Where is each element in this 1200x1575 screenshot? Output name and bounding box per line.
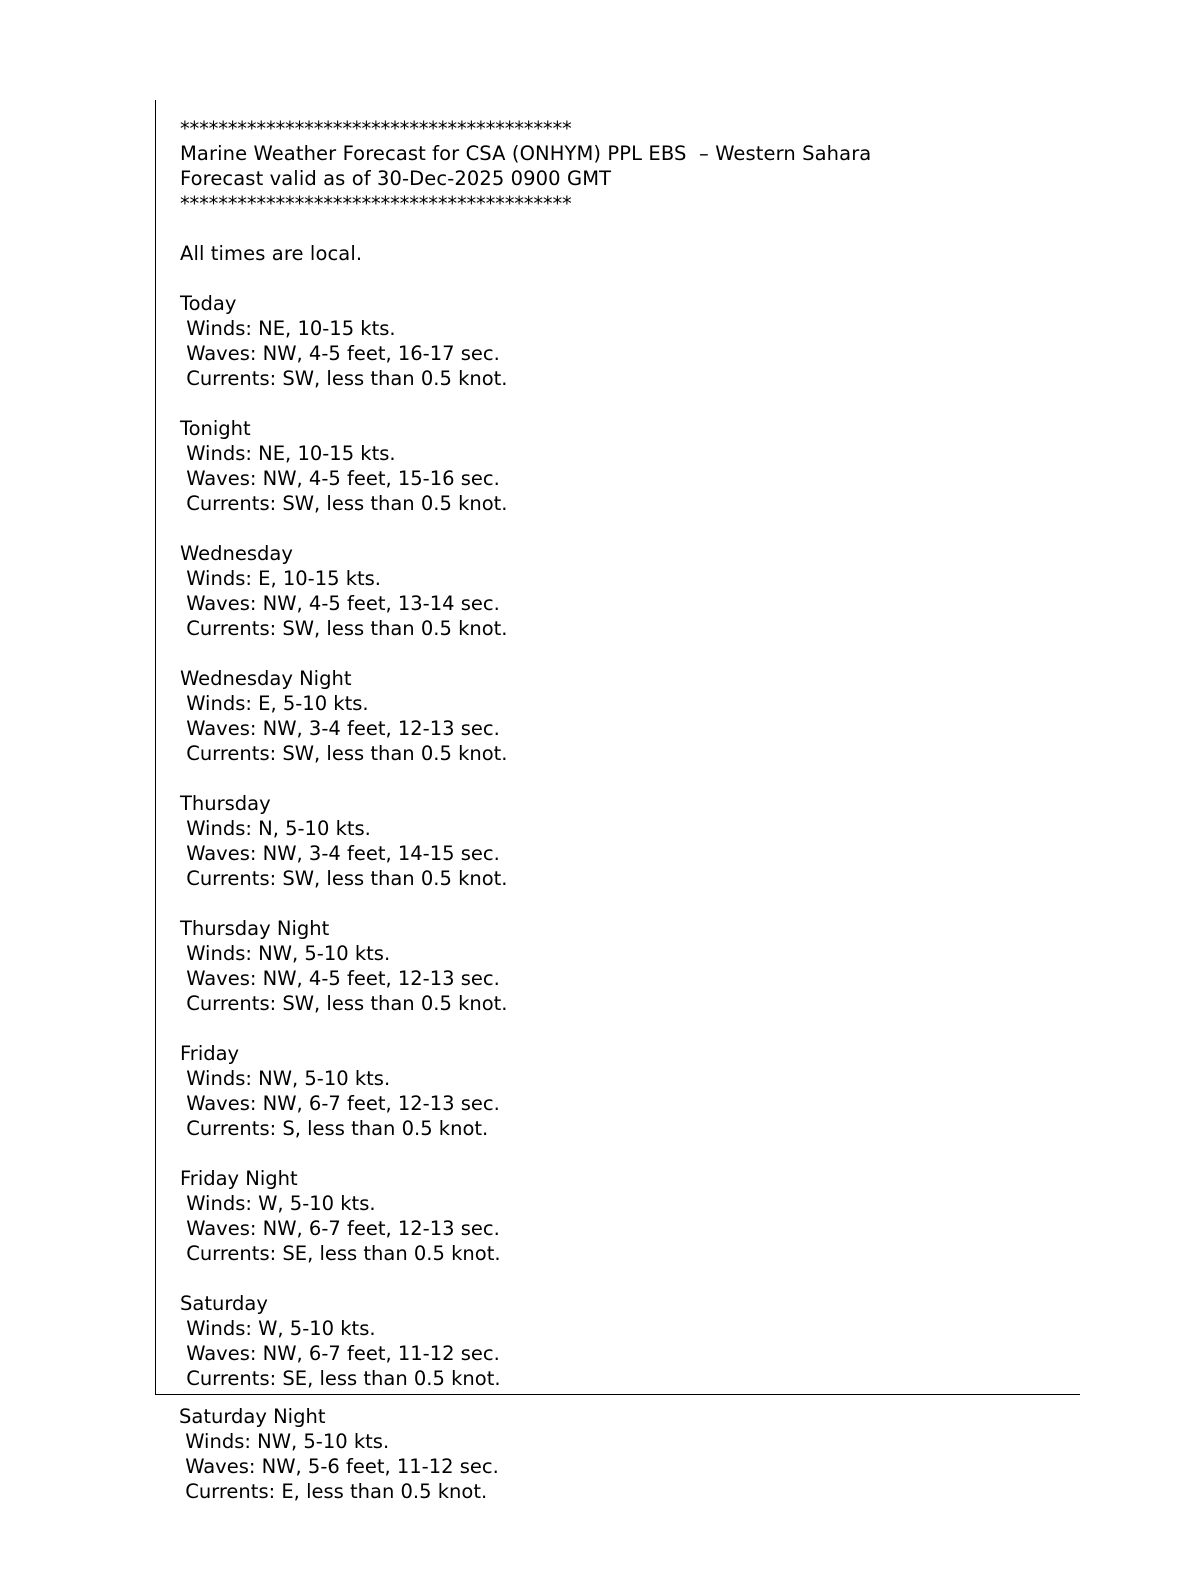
period-waves: Waves: NW, 6-7 feet, 12-13 sec. xyxy=(180,1217,500,1240)
period-currents: Currents: S, less than 0.5 knot. xyxy=(180,1117,489,1140)
period-currents: Currents: SE, less than 0.5 knot. xyxy=(180,1367,501,1390)
period-winds: Winds: NE, 10-15 kts. xyxy=(180,317,396,340)
period-winds: Winds: E, 10-15 kts. xyxy=(180,567,382,590)
forecast-period xyxy=(180,416,1060,516)
period-winds: Winds: NW, 5-10 kts. xyxy=(180,1067,391,1090)
period-winds: Winds: W, 5-10 kts. xyxy=(180,1317,376,1340)
period-currents: Currents: E, less than 0.5 knot. xyxy=(179,1480,488,1503)
forecast-period xyxy=(180,541,1060,641)
period-winds: Winds: NW, 5-10 kts. xyxy=(180,942,391,965)
forecast-period xyxy=(180,1291,1060,1391)
timezone-note: All times are local. xyxy=(180,242,363,265)
separator-top: ***************************************** xyxy=(180,117,572,140)
period-waves: Waves: NW, 6-7 feet, 11-12 sec. xyxy=(180,1342,500,1365)
period-winds: Winds: E, 5-10 kts. xyxy=(180,692,369,715)
period-name: Thursday Night xyxy=(180,917,330,940)
forecast-body xyxy=(180,116,1060,1391)
period-currents: Currents: SW, less than 0.5 knot. xyxy=(180,867,508,890)
period-waves: Waves: NW, 4-5 feet, 13-14 sec. xyxy=(180,592,500,615)
period-waves: Waves: NW, 5-6 feet, 11-12 sec. xyxy=(179,1455,499,1478)
period-name: Saturday Night xyxy=(179,1405,326,1428)
forecast-period xyxy=(180,916,1060,1016)
period-name: Saturday xyxy=(180,1292,268,1315)
period-waves: Waves: NW, 4-5 feet, 12-13 sec. xyxy=(180,967,500,990)
period-name: Wednesday Night xyxy=(180,667,352,690)
period-currents: Currents: SW, less than 0.5 knot. xyxy=(180,367,508,390)
period-name: Today xyxy=(180,292,237,315)
period-currents: Currents: SW, less than 0.5 knot. xyxy=(180,492,508,515)
forecast-validity: Forecast valid as of 30-Dec-2025 0900 GMT xyxy=(180,167,612,190)
period-winds: Winds: NW, 5-10 kts. xyxy=(179,1430,390,1453)
period-winds: Winds: N, 5-10 kts. xyxy=(180,817,371,840)
period-waves: Waves: NW, 6-7 feet, 12-13 sec. xyxy=(180,1092,500,1115)
period-waves: Waves: NW, 4-5 feet, 15-16 sec. xyxy=(180,467,500,490)
period-waves: Waves: NW, 3-4 feet, 14-15 sec. xyxy=(180,842,500,865)
period-name: Wednesday xyxy=(180,542,293,565)
period-currents: Currents: SE, less than 0.5 knot. xyxy=(180,1242,501,1265)
spacer xyxy=(180,216,1060,241)
period-winds: Winds: W, 5-10 kts. xyxy=(180,1192,376,1215)
period-winds: Winds: NE, 10-15 kts. xyxy=(180,442,396,465)
period-name: Friday Night xyxy=(180,1167,298,1190)
period-waves: Waves: NW, 4-5 feet, 16-17 sec. xyxy=(180,342,500,365)
forecast-period xyxy=(180,666,1060,766)
forecast-period xyxy=(180,791,1060,891)
document-content-frame xyxy=(155,100,1080,1395)
period-currents: Currents: SW, less than 0.5 knot. xyxy=(180,742,508,765)
period-currents: Currents: SW, less than 0.5 knot. xyxy=(180,617,508,640)
period-name: Thursday xyxy=(180,792,271,815)
forecast-title: Marine Weather Forecast for CSA (ONHYM) PPL EBS – Western Sahara xyxy=(180,142,872,165)
forecast-period xyxy=(180,291,1060,391)
period-waves: Waves: NW, 3-4 feet, 12-13 sec. xyxy=(180,717,500,740)
forecast-period xyxy=(180,1041,1060,1141)
separator-bottom: ***************************************** xyxy=(180,192,572,215)
forecast-period xyxy=(180,1166,1060,1266)
period-name: Tonight xyxy=(180,417,251,440)
forecast-period-overflow xyxy=(179,1404,1059,1504)
period-currents: Currents: SW, less than 0.5 knot. xyxy=(180,992,508,1015)
period-name: Friday xyxy=(180,1042,240,1065)
